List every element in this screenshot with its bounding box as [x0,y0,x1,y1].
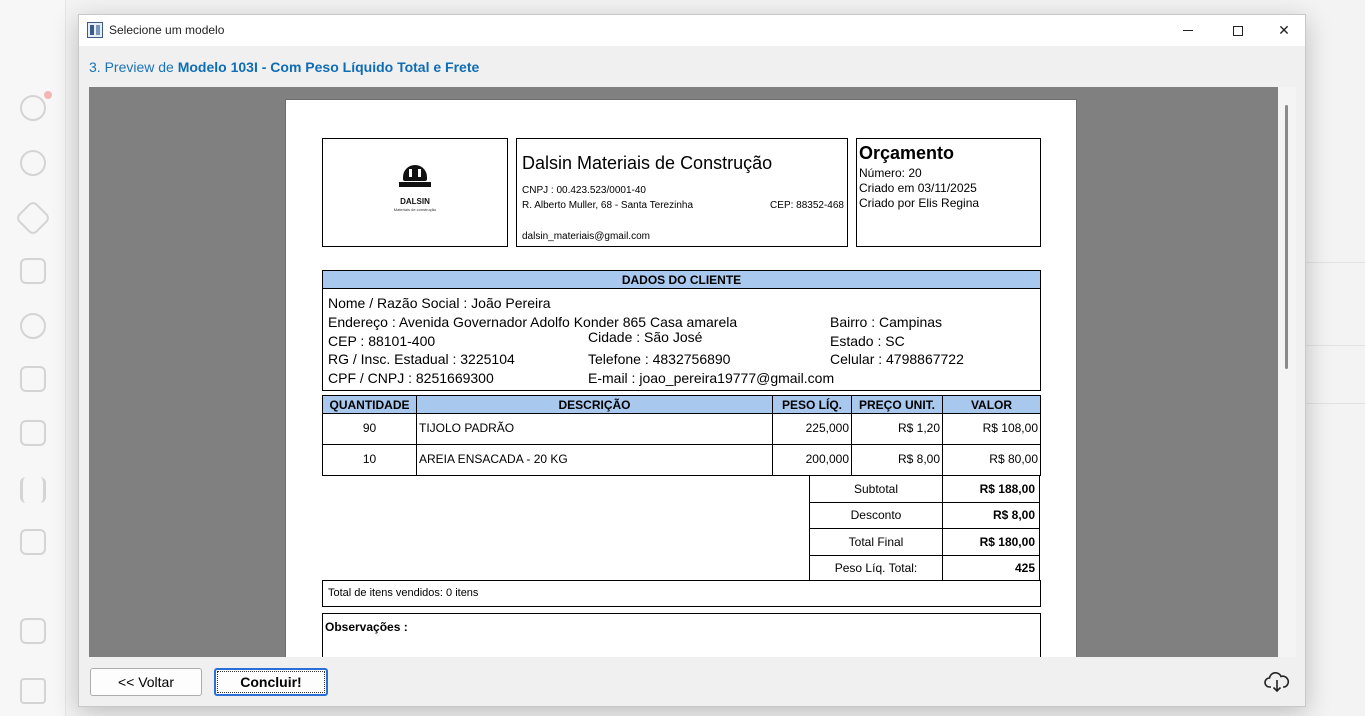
table-row [323,445,1041,476]
client-state: Estado : SC [830,333,905,349]
observations-label: Observações : [325,620,408,634]
preview-area[interactable] [89,87,1296,657]
chart-icon [20,313,46,339]
budget-created-by: Criado por Elis Regina [859,196,980,210]
item-weight: 225,000 [773,414,852,445]
barcode-icon [20,366,46,392]
col-weight: PESO LÍQ. [773,396,852,414]
discount-label: Desconto [810,502,943,529]
client-header: DADOS DO CLIENTE [323,271,1040,289]
budget-created-on: Criado em 03/11/2025 [859,181,977,195]
subtotal-value: R$ 188,00 [943,476,1040,503]
cloud-download-icon[interactable] [1264,670,1290,694]
totals-row-discount [810,502,1040,529]
total-weight-label: Peso Líq. Total: [810,555,943,582]
background-divider [1306,403,1365,404]
minimize-icon [1183,30,1193,31]
notification-dot [44,91,52,99]
item-qty: 10 [323,445,417,476]
app-icon [87,22,103,38]
client-rg: RG / Insc. Estadual : 3225104 [328,351,515,367]
client-cep: CEP : 88101-400 [328,333,436,349]
item-value: R$ 108,00 [943,414,1041,445]
nf-icon [20,529,46,555]
back-button[interactable]: << Voltar [90,668,202,696]
budget-title: Orçamento [859,143,955,163]
vertical-scrollbar[interactable] [1278,87,1296,657]
client-cell: Celular : 4798867722 [830,351,964,367]
wallet-icon [20,420,46,446]
col-description: DESCRIÇÃO [417,396,773,414]
total-weight-value: 425 [943,555,1040,582]
totals-row-subtotal [810,476,1040,503]
item-weight: 200,000 [773,445,852,476]
items-sold-count: Total de itens vendidos: 0 itens [322,580,1041,607]
user-icon [20,150,46,176]
background-sidebar [0,0,66,716]
totals-table [809,475,1040,582]
hardhat-logo-icon [399,165,431,189]
background-divider [1306,262,1365,263]
item-desc: TIJOLO PADRÃO [417,414,773,445]
items-table [322,395,1041,476]
calendar-icon [20,258,46,284]
background-divider [1306,345,1365,346]
select-model-dialog [78,14,1306,707]
client-address: Endereço : Avenida Governador Adolfo Konder 865 Casa amarela [328,314,738,330]
subtotal-label: Subtotal [810,476,943,503]
totals-row-final [810,529,1040,556]
discount-value: R$ 8,00 [943,502,1040,529]
item-qty: 90 [323,414,417,445]
client-name: Nome / Razão Social : João Pereira [328,295,551,311]
totals-row-weight [810,555,1040,582]
company-name: Dalsin Materiais de Construção [522,153,773,173]
company-address: R. Alberto Muller, 68 - Santa Terezinha [522,200,694,211]
logo-box [322,138,508,247]
logo-icon [20,678,46,704]
client-email: E-mail : joao_pereira19777@gmail.com [588,370,835,386]
company-email: dalsin_materiais@gmail.com [522,231,650,242]
step-header [89,59,479,75]
step-prefix: 3. Preview de [89,59,174,75]
client-cpf: CPF / CNPJ : 8251669300 [328,370,494,386]
document-page [285,99,1077,657]
col-value: VALOR [943,396,1041,414]
maximize-icon [1233,26,1243,36]
client-city: Cidade : São José [588,329,703,345]
col-quantity: QUANTIDADE [323,396,417,414]
scrollbar-thumb[interactable] [1285,105,1288,369]
maximize-button[interactable] [1215,15,1261,46]
done-button-label: Concluir! [217,671,324,693]
col-unit-price: PREÇO UNIT. [852,396,943,414]
grid-icon [20,618,46,644]
budget-number: Número: 20 [859,166,922,180]
client-district: Bairro : Campinas [830,314,943,330]
item-value: R$ 80,00 [943,445,1041,476]
bars-icon [20,477,46,503]
model-name: Modelo 103I - Com Peso Líquido Total e Frete [177,59,480,75]
observations-box [322,613,1041,657]
client-data-box [322,270,1041,391]
window-title: Selecione um modelo [109,23,225,37]
money-icon [20,95,46,121]
tag-icon [15,200,52,237]
title-bar [79,15,1305,46]
final-total-label: Total Final [810,529,943,556]
logo-name: DALSIN [400,197,430,206]
minimize-button[interactable] [1165,15,1211,46]
done-button[interactable] [214,668,328,696]
company-cep: CEP: 88352-468 [770,200,844,211]
item-unit-price: R$ 8,00 [852,445,943,476]
items-header-row [323,396,1041,414]
company-box [516,138,848,247]
final-total-value: R$ 180,00 [943,529,1040,556]
table-row [323,414,1041,445]
company-cnpj: CNPJ : 00.423.523/0001-40 [522,185,646,196]
logo-subtitle: Materiais de construção [393,207,437,212]
close-icon: ✕ [1278,22,1290,39]
budget-box [856,138,1041,247]
close-button[interactable] [1261,15,1307,46]
item-desc: AREIA ENSACADA - 20 KG [417,445,773,476]
client-phone: Telefone : 4832756890 [588,351,731,367]
item-unit-price: R$ 1,20 [852,414,943,445]
